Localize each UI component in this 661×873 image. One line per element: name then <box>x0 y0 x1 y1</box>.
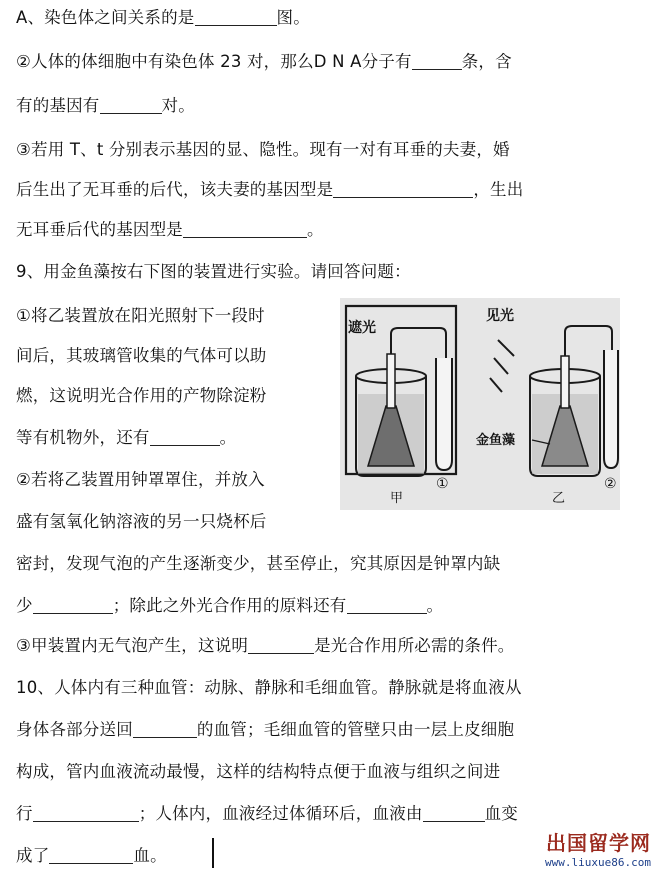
text-line <box>16 596 443 616</box>
label-plant: 金鱼藻 <box>476 433 516 448</box>
label-jia: 甲 <box>390 491 404 506</box>
text-line <box>16 804 518 824</box>
text-line <box>16 846 167 866</box>
text-segment: 身体各部分送回 <box>16 720 133 739</box>
text-segment: 的血管；毛细血管的管壁只由一层上皮细胞 <box>196 720 515 739</box>
text-segment: 燃，这说明光合作用的产物除淀粉 <box>16 386 267 405</box>
experiment-figure <box>340 298 620 510</box>
answer-blank[interactable] <box>248 637 314 654</box>
answer-blank[interactable] <box>423 805 485 822</box>
label-shade: 遮光 <box>348 320 376 336</box>
answer-blank[interactable] <box>133 721 197 738</box>
apparatus-yi <box>490 326 618 476</box>
answer-blank[interactable] <box>150 429 220 446</box>
text-cursor <box>212 838 214 868</box>
text-segment: ，生出 <box>473 180 524 199</box>
text-segment: 间后，其玻璃管收集的气体可以助 <box>16 346 267 365</box>
text-line <box>16 220 324 240</box>
text-line <box>16 8 310 28</box>
answer-blank[interactable] <box>33 597 113 614</box>
text-line <box>16 180 523 200</box>
text-segment: 行 <box>16 804 33 823</box>
text-line <box>16 386 267 406</box>
text-line <box>16 428 236 448</box>
answer-blank[interactable] <box>347 597 427 614</box>
answer-blank[interactable] <box>33 805 139 822</box>
text-segment: 图。 <box>276 8 310 27</box>
watermark-url: www.liuxue86.com <box>545 856 651 869</box>
answer-blank[interactable] <box>183 221 307 238</box>
text-segment: 少 <box>16 596 33 615</box>
text-segment: 。 <box>307 220 324 239</box>
text-segment: ①将乙装置放在阳光照射下一段时 <box>16 306 265 325</box>
text-line <box>16 470 265 490</box>
text-segment: ；人体内，血液经过体循环后，血液由 <box>138 804 423 823</box>
label-num-2: ② <box>604 476 617 492</box>
answer-blank[interactable] <box>100 97 162 114</box>
text-line <box>16 140 510 160</box>
text-line <box>16 636 515 656</box>
text-segment: 10、人体内有三种血管：动脉、静脉和毛细血管。静脉就是将血液从 <box>16 678 522 697</box>
text-segment: 后生出了无耳垂的后代，该夫妻的基因型是 <box>16 180 334 199</box>
text-segment: 9、用金鱼藻按右下图的装置进行实验。请回答问题： <box>16 262 411 281</box>
text-line <box>16 52 512 72</box>
text-segment: 血。 <box>133 846 167 865</box>
answer-blank[interactable] <box>195 9 277 26</box>
watermark-title: 出国留学网 <box>546 831 651 855</box>
watermark <box>545 827 651 869</box>
text-segment: ③若用 T、t 分别表示基因的显、隐性。现有一对有耳垂的夫妻，婚 <box>16 140 510 159</box>
text-segment: 有的基因有 <box>16 96 100 115</box>
text-segment: 构成，管内血液流动最慢，这样的结构特点便于血液与组织之间进 <box>16 762 501 781</box>
text-segment: 盛有氢氧化钠溶液的另一只烧杯后 <box>16 512 267 531</box>
text-segment: 。 <box>219 428 237 447</box>
text-line <box>16 512 267 532</box>
text-segment: ；除此之外光合作用的原料还有 <box>112 596 347 615</box>
label-num-1: ① <box>436 476 449 492</box>
text-segment: 。 <box>426 596 444 615</box>
text-segment: A、染色体之间关系的是 <box>16 8 195 27</box>
text-segment: 对。 <box>161 96 195 115</box>
text-segment: 成了 <box>16 846 50 865</box>
text-line <box>16 554 500 574</box>
text-line <box>16 762 500 782</box>
text-line <box>16 346 267 366</box>
text-segment: 血变 <box>484 804 519 823</box>
text-segment: 是光合作用所必需的条件。 <box>314 636 515 655</box>
text-line <box>16 262 411 282</box>
text-line <box>16 96 195 116</box>
answer-blank[interactable] <box>333 181 473 198</box>
text-segment: 等有机物外，还有 <box>16 428 150 447</box>
text-line <box>16 720 514 740</box>
label-light: 见光 <box>486 308 514 324</box>
text-segment: 密封，发现气泡的产生逐渐变少，甚至停止，究其原因是钟罩内缺 <box>16 554 501 573</box>
text-segment: ③甲装置内无气泡产生，这说明 <box>16 636 249 655</box>
text-line <box>16 306 265 326</box>
experiment-diagram <box>340 298 620 510</box>
answer-blank[interactable] <box>412 53 462 70</box>
text-line <box>16 678 522 698</box>
text-segment: ②若将乙装置用钟罩罩住，并放入 <box>16 470 265 489</box>
text-segment: 无耳垂后代的基因型是 <box>16 220 183 239</box>
answer-blank[interactable] <box>49 847 133 864</box>
label-yi: 乙 <box>552 491 566 506</box>
text-segment: ②人体的体细胞中有染色体 23 对，那么D N A分子有 <box>16 52 412 71</box>
text-segment: 条，含 <box>461 52 512 71</box>
